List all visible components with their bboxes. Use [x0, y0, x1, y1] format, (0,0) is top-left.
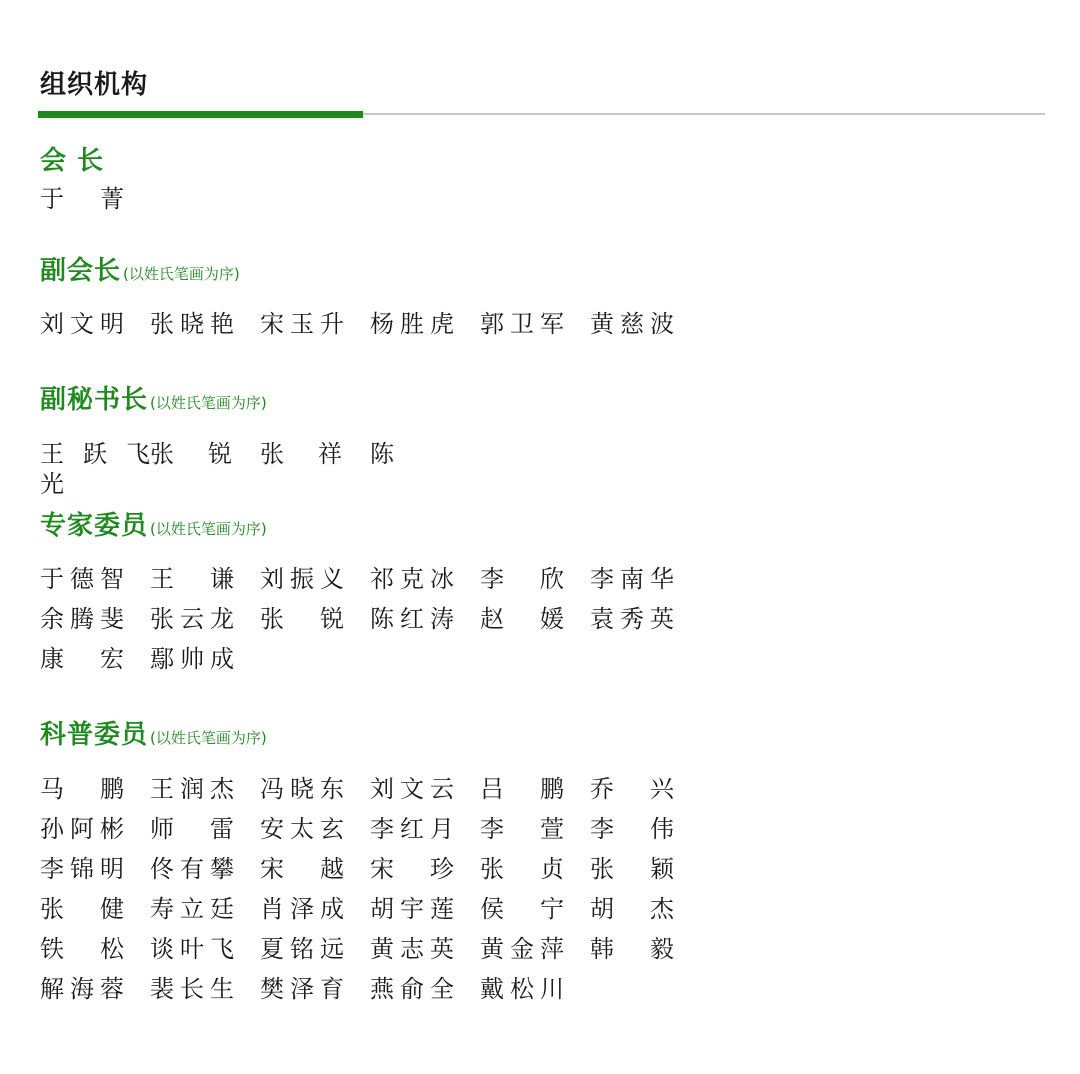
member-name-char: 铭 — [290, 935, 314, 963]
member-name — [318, 439, 370, 469]
member-name-char: 东 — [320, 775, 344, 803]
member-name-char: 晓 — [290, 775, 314, 803]
member-name-char: 生 — [210, 975, 234, 1003]
member-name — [590, 564, 674, 594]
member-name-char: 张 — [590, 855, 614, 883]
member-name-char: 泽 — [290, 895, 314, 923]
member-name-char: 胜 — [400, 310, 424, 338]
member-name-char: 阿 — [70, 815, 94, 843]
member-name-char: 立 — [180, 895, 204, 923]
member-name-char: 李 — [480, 815, 504, 843]
member-name-char: 颖 — [650, 855, 674, 883]
member-name-char: 越 — [320, 855, 344, 883]
member-name-char: 戴 — [480, 975, 504, 1003]
member-name-char: 波 — [650, 310, 674, 338]
member-name — [260, 774, 344, 804]
science-committee-heading-label: 科普委员 — [40, 720, 149, 750]
member-name-char: 贞 — [540, 855, 564, 883]
member-name-char: 润 — [180, 775, 204, 803]
member-name-char: 祥 — [318, 440, 342, 468]
member-name-char: 泽 — [290, 975, 314, 1003]
member-name-char: 杨 — [370, 310, 394, 338]
member-name-char: 韩 — [590, 935, 614, 963]
member-name-char: 育 — [320, 975, 344, 1003]
member-name-char: 克 — [400, 565, 424, 593]
member-name — [480, 854, 564, 884]
member-name-char: 萍 — [540, 935, 564, 963]
vice-president-list — [40, 309, 700, 339]
member-name — [40, 604, 124, 634]
member-name-char: 文 — [70, 310, 94, 338]
member-name — [150, 604, 234, 634]
member-name-char: 月 — [430, 815, 454, 843]
member-name — [150, 644, 234, 674]
member-name-char: 文 — [400, 775, 424, 803]
vice-president-heading — [40, 250, 240, 287]
member-name-char: 锦 — [70, 855, 94, 883]
member-name — [208, 439, 260, 469]
member-name — [590, 854, 674, 884]
member-name-char: 陈 — [370, 605, 394, 633]
member-name — [260, 564, 344, 594]
member-name-char: 张 — [480, 855, 504, 883]
member-name-char: 海 — [70, 975, 94, 1003]
member-name — [370, 564, 454, 594]
member-name-char: 跃 — [83, 440, 107, 468]
member-name-char: 军 — [540, 310, 564, 338]
member-name — [150, 309, 234, 339]
member-name-char: 秀 — [620, 605, 644, 633]
member-name — [370, 894, 454, 924]
member-name-char: 王 — [40, 440, 64, 468]
member-name — [370, 934, 454, 964]
member-name — [40, 309, 124, 339]
member-name-char: 艳 — [210, 310, 234, 338]
member-name-char: 乔 — [590, 775, 614, 803]
member-name — [480, 814, 564, 844]
member-name-char: 祁 — [370, 565, 394, 593]
member-name-char: 马 — [40, 775, 64, 803]
member-name — [260, 854, 344, 884]
member-name-char: 谦 — [210, 565, 234, 593]
member-name-char: 红 — [400, 605, 424, 633]
title-accent-bar — [38, 111, 363, 118]
member-name-char: 孙 — [40, 815, 64, 843]
member-name — [480, 774, 564, 804]
member-name — [40, 854, 124, 884]
member-name — [260, 604, 344, 634]
member-name-char: 佟 — [150, 855, 174, 883]
vice-president-heading-note: (以姓氏笔画为序) — [123, 265, 240, 283]
member-name-char: 李 — [590, 815, 614, 843]
member-name — [480, 564, 564, 594]
member-name — [480, 974, 564, 1004]
member-name-char: 袁 — [590, 605, 614, 633]
member-name-char: 珍 — [430, 855, 454, 883]
member-name-char: 冯 — [260, 775, 284, 803]
member-name — [40, 774, 124, 804]
expert-committee-heading-label: 专家委员 — [40, 511, 149, 541]
vice-president-heading-label: 副会长 — [40, 256, 122, 286]
member-name-char: 松 — [510, 975, 534, 1003]
member-name-char: 宋 — [260, 855, 284, 883]
member-name — [260, 814, 344, 844]
member-name-char: 卫 — [510, 310, 534, 338]
member-name — [590, 894, 674, 924]
member-name — [40, 469, 150, 499]
member-name — [40, 934, 124, 964]
member-name-char: 太 — [290, 815, 314, 843]
member-name-char: 云 — [180, 605, 204, 633]
member-name — [590, 309, 674, 339]
member-name — [480, 894, 564, 924]
member-name — [150, 854, 234, 884]
member-name-char: 师 — [150, 815, 174, 843]
member-name-char: 谈 — [150, 935, 174, 963]
member-name — [370, 854, 454, 884]
member-name-char: 于 — [40, 565, 64, 593]
member-name-char: 媛 — [540, 605, 564, 633]
deputy-secretary-heading-label: 副秘书长 — [40, 385, 149, 415]
member-name-char: 有 — [180, 855, 204, 883]
member-name — [370, 814, 454, 844]
member-name-char: 樊 — [260, 975, 284, 1003]
member-name — [150, 894, 234, 924]
member-name-char: 李 — [480, 565, 504, 593]
member-name — [370, 774, 454, 804]
member-name-char: 解 — [40, 975, 64, 1003]
member-name — [370, 974, 454, 1004]
page-title: 组织机构 — [40, 70, 149, 100]
member-name-char: 慈 — [620, 310, 644, 338]
member-name-char: 李 — [590, 565, 614, 593]
member-name — [40, 439, 150, 469]
member-name-char: 燕 — [370, 975, 394, 1003]
member-name — [370, 439, 428, 469]
member-name — [260, 309, 344, 339]
member-name-char: 英 — [650, 605, 674, 633]
president-list — [40, 184, 700, 214]
member-name-char: 蓉 — [100, 975, 124, 1003]
member-name — [590, 934, 674, 964]
member-name-char: 黄 — [590, 310, 614, 338]
member-name-char: 明 — [100, 310, 124, 338]
member-name — [40, 894, 124, 924]
member-name-char: 杰 — [210, 775, 234, 803]
member-name-char: 刘 — [40, 310, 64, 338]
member-name-char: 宋 — [370, 855, 394, 883]
member-name — [150, 934, 234, 964]
member-name — [260, 894, 344, 924]
science-committee-list — [40, 774, 700, 1004]
deputy-secretary-list — [40, 439, 428, 499]
member-name-char: 张 — [150, 605, 174, 633]
member-name-char: 侯 — [480, 895, 504, 923]
member-name — [40, 644, 124, 674]
deputy-secretary-heading-note: (以姓氏笔画为序) — [150, 394, 267, 412]
member-name-char: 松 — [100, 935, 124, 963]
member-name-char: 彬 — [100, 815, 124, 843]
member-name-char: 远 — [320, 935, 344, 963]
expert-committee-list — [40, 564, 700, 674]
member-name — [370, 604, 454, 634]
member-name — [260, 439, 318, 469]
member-name — [260, 974, 344, 1004]
member-name-char: 萱 — [540, 815, 564, 843]
member-name-char: 成 — [320, 895, 344, 923]
member-name-char: 陈 — [370, 440, 394, 468]
member-name-char: 玄 — [320, 815, 344, 843]
member-name-char: 张 — [260, 605, 284, 633]
member-name-char: 寿 — [150, 895, 174, 923]
member-name — [260, 934, 344, 964]
member-name — [40, 974, 124, 1004]
member-name-char: 锐 — [320, 605, 344, 633]
member-name-char: 俞 — [400, 975, 424, 1003]
member-name-char: 康 — [40, 645, 64, 673]
member-name-char: 宇 — [400, 895, 424, 923]
member-name-char: 红 — [400, 815, 424, 843]
member-name-char: 张 — [150, 440, 174, 468]
member-name-char: 振 — [290, 565, 314, 593]
expert-committee-heading — [40, 505, 267, 542]
president-heading — [40, 140, 104, 177]
member-name-char: 黄 — [370, 935, 394, 963]
member-name-char: 张 — [260, 440, 284, 468]
member-name — [480, 604, 564, 634]
member-name-char: 南 — [620, 565, 644, 593]
member-name-char: 李 — [40, 855, 64, 883]
member-name-char: 光 — [40, 470, 64, 498]
member-name-char: 刘 — [370, 775, 394, 803]
member-name-char: 虎 — [430, 310, 454, 338]
deputy-secretary-heading — [40, 379, 267, 416]
member-name-char: 宏 — [100, 645, 124, 673]
member-name-char: 黄 — [480, 935, 504, 963]
member-name — [480, 934, 564, 964]
member-name-char: 铁 — [40, 935, 64, 963]
member-name — [370, 309, 454, 339]
member-name-char: 张 — [40, 895, 64, 923]
expert-committee-heading-note: (以姓氏笔画为序) — [150, 520, 267, 538]
member-name — [150, 774, 234, 804]
member-name-char: 赵 — [480, 605, 504, 633]
member-name-char: 涛 — [430, 605, 454, 633]
member-name-char: 长 — [180, 975, 204, 1003]
member-name-char: 英 — [430, 935, 454, 963]
member-name — [150, 564, 234, 594]
member-name-char: 义 — [320, 565, 344, 593]
member-name — [150, 439, 208, 469]
member-name-char: 升 — [320, 310, 344, 338]
member-name-char: 鹏 — [100, 775, 124, 803]
member-name — [150, 974, 234, 1004]
member-name — [590, 774, 674, 804]
member-name-char: 郭 — [480, 310, 504, 338]
member-name-char: 龙 — [210, 605, 234, 633]
member-name-char: 兴 — [650, 775, 674, 803]
member-name-char: 斐 — [100, 605, 124, 633]
member-name-char: 成 — [210, 645, 234, 673]
member-name — [480, 309, 564, 339]
member-name-char: 裴 — [150, 975, 174, 1003]
member-name-char: 全 — [430, 975, 454, 1003]
member-name-char: 菁 — [100, 185, 124, 213]
member-name-char: 帅 — [180, 645, 204, 673]
member-name-char: 志 — [400, 935, 424, 963]
member-name-char: 宋 — [260, 310, 284, 338]
member-name-char: 毅 — [650, 935, 674, 963]
member-name-char: 肖 — [260, 895, 284, 923]
member-name-char: 欣 — [540, 565, 564, 593]
member-name-char: 莲 — [430, 895, 454, 923]
member-name-char: 宁 — [540, 895, 564, 923]
member-name-char: 金 — [510, 935, 534, 963]
member-name-char: 华 — [650, 565, 674, 593]
member-name — [150, 814, 234, 844]
member-name — [590, 604, 674, 634]
member-name-char: 安 — [260, 815, 284, 843]
member-name-char: 吕 — [480, 775, 504, 803]
member-name-char: 李 — [370, 815, 394, 843]
member-name — [40, 184, 124, 214]
member-name-char: 鹏 — [540, 775, 564, 803]
member-name-char: 锐 — [208, 440, 232, 468]
president-heading-label: 会 长 — [40, 146, 105, 176]
member-name-char: 川 — [540, 975, 564, 1003]
member-name — [590, 814, 674, 844]
member-name-char: 余 — [40, 605, 64, 633]
member-name-char: 玉 — [290, 310, 314, 338]
science-committee-heading-note: (以姓氏笔画为序) — [150, 729, 267, 747]
member-name-char: 杰 — [650, 895, 674, 923]
member-name-char: 廷 — [210, 895, 234, 923]
member-name-char: 智 — [100, 565, 124, 593]
member-name-char: 冰 — [430, 565, 454, 593]
member-name-char: 飞 — [210, 935, 234, 963]
member-name — [40, 564, 124, 594]
member-name-char: 夏 — [260, 935, 284, 963]
member-name-char: 攀 — [210, 855, 234, 883]
member-name-char: 刘 — [260, 565, 284, 593]
member-name-char: 王 — [150, 775, 174, 803]
member-name-char: 雷 — [210, 815, 234, 843]
member-name — [40, 814, 124, 844]
member-name-char: 明 — [100, 855, 124, 883]
member-name-char: 叶 — [180, 935, 204, 963]
science-committee-heading — [40, 714, 267, 751]
member-name-char: 飞 — [126, 440, 150, 468]
member-name-char: 鄢 — [150, 645, 174, 673]
member-name-char: 健 — [100, 895, 124, 923]
member-name-char: 于 — [40, 185, 64, 213]
member-name-char: 德 — [70, 565, 94, 593]
member-name-char: 腾 — [70, 605, 94, 633]
member-name-char: 王 — [150, 565, 174, 593]
member-name-char: 伟 — [650, 815, 674, 843]
member-name-char: 胡 — [590, 895, 614, 923]
member-name-char: 晓 — [180, 310, 204, 338]
member-name-char: 云 — [430, 775, 454, 803]
member-name-char: 胡 — [370, 895, 394, 923]
member-name-char: 张 — [150, 310, 174, 338]
